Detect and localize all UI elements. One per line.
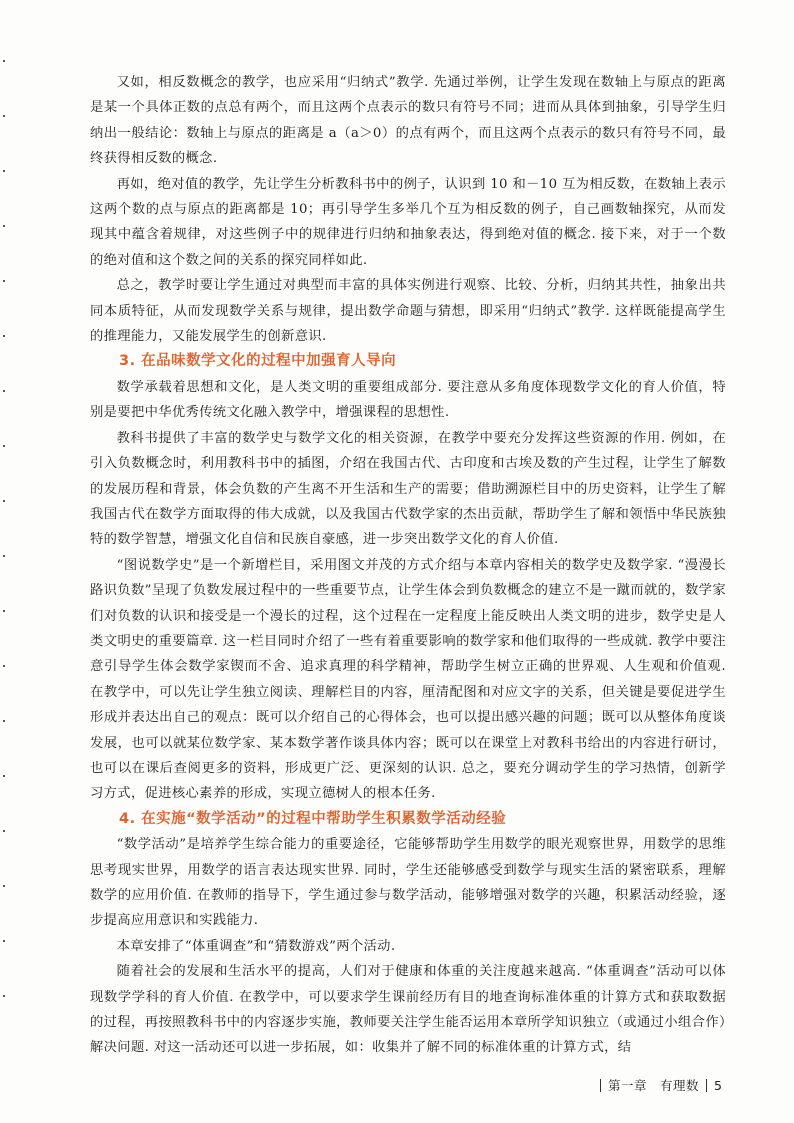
paragraph: 再如，绝对值的教学，先让学生分析教科书中的例子，认识到 10 和－10 互为相反数，在数轴上表示这两个数的点与原点的距离都是 10；再引导学生多举几个互为相反数的例子，自己画数轴探究，从而发现其中蕴含着规律，对这些例子中的规律进行归纳和抽象表达，得到绝对值的概念. 接下来，对于一个数的绝对值和这个数之间的关系的探究同样如此. (90, 176, 726, 268)
section-heading: 4. 在实施“数学活动”的过程中帮助学生积累数学活动经验 (119, 810, 507, 827)
footer-divider (600, 1079, 601, 1092)
paragraph: 教科书提供了丰富的数学史与数学文化的相关资源，在教学中要充分发挥这些资源的作用. 例如，在引入负数概念时，利用教科书中的插图，介绍在我国古代、古印度和古埃及数的产生过程，让学生了解数的发展历程和背景，体会负数的产生离不开生活和生产的需要；借助溯源栏目中的历史资料，让学生了解我国古代在数学方面取得的伟大成就，以及我国古代数学家的杰出贡献，帮助学生了解和领悟中华民族独特的数学智慧，增强文化自信和民族自豪感，进一步突出数学文化的育人价值. (90, 430, 726, 548)
paragraph: 随着社会的发展和生活水平的提高，人们对于健康和体重的关注度越来越高. “体重调查”活动可以体现数学学科的育人价值. 在教学中，可以要求学生课前经历有目的地查询标准体重的计算方式和获取数据的过程，再按照教科书中的内容逐步实施，教师要关注学生能否运用本章所学知识独立（或通过小组合作）解决问题. 对这一活动还可以进一步拓展，如：收集并了解不同的标准体重的计算方式，结 (90, 964, 726, 1056)
footer-chapter-title: 第一章 有理数 (608, 1078, 700, 1093)
paragraph: 本章安排了“体重调查”和“猜数游戏”两个活动. (116, 938, 396, 954)
page-body (90, 70, 726, 1061)
paragraph: 总之，教学时要让学生通过对典型而丰富的具体实例进行观察、比较、分析，归纳其共性，抽象出共同本质特征，从而发现数学关系与规律，提出数学命题与猜想，即采用“归纳式”教学. 这样既能提高学生的推理能力，又能发展学生的创新意识. (90, 278, 726, 345)
section-heading: 3. 在品味数学文化的过程中加强育人导向 (119, 353, 397, 370)
paragraph: “数学活动”是培养学生综合能力的重要途径，它能够帮助学生用数学的眼光观察世界，用数学的思维思考现实世界，用数学的语言表达现实世界. 同时，学生还能够感受到数学与现实生活的紧密联系，理解数学的应用价值. 在教师的指导下，学生通过参与数学活动，能够增强对数学的兴趣，积累活动经验，逐步提高应用意识和实践能力. (90, 837, 726, 929)
page-footer (593, 1076, 722, 1094)
paragraph: 又如，相反数概念的教学，也应采用“归纳式”教学. 先通过举例，让学生发现在数轴上与原点的距离是某一个具体正数的点总有两个，而且这两个点表示的数只有符号不同；进而从具体到抽象，引导学生归纳出一般结论：数轴上与原点的距离是 a（a＞0）的点有两个，而且这两个点表示的数只有符号不同，最终获得相反数的概念. (90, 75, 726, 167)
binding-edge-marks (3, 60, 7, 1060)
page-number: 5 (714, 1077, 722, 1093)
footer-divider (706, 1079, 707, 1092)
paragraph: “图说数学史”是一个新增栏目，采用图文并茂的方式介绍与本章内容相关的数学史及数学家. “漫漫长路识负数”呈现了负数发展过程中的一些重要节点，让学生体会到负数概念的建立不是一蹴而就的，数学家们对负数的认识和接受是一个漫长的过程，这个过程在一定程度上能反映出人类文明的进步，数学史是人类文明史的重要篇章. 这一栏目同时介绍了一些有着重要影响的数学家和他们取得的一些成就. 教学中要注意引导学生体会数学家锲而不舍、追求真理的科学精神，帮助学生树立正确的世界观、人生观和价值观. 在教学中，可以先让学生独立阅读、理解栏目的内容，厘清配图和对应文字的关系，但关键是要促进学生形成并表达出自己的观点：既可以介绍自己的心得体会，也可以提出感兴趣的问题；既可以从整体角度谈发展，也可以就某位数学家、某本数学著作谈具体内容；既可以在课堂上对教科书给出的内容进行研讨，也可以在课后查阅更多的资料，形成更广泛、更深刻的认识. 总之，要充分调动学生的学习热情，创新学习方式，促进核心素养的形成，实现立德树人的根本任务. (90, 557, 726, 802)
paragraph: 数学承载着思想和文化，是人类文明的重要组成部分. 要注意从多角度体现数学文化的育人价值，特别是要把中华优秀传统文化融入教学中，增强课程的思想性. (90, 379, 726, 421)
